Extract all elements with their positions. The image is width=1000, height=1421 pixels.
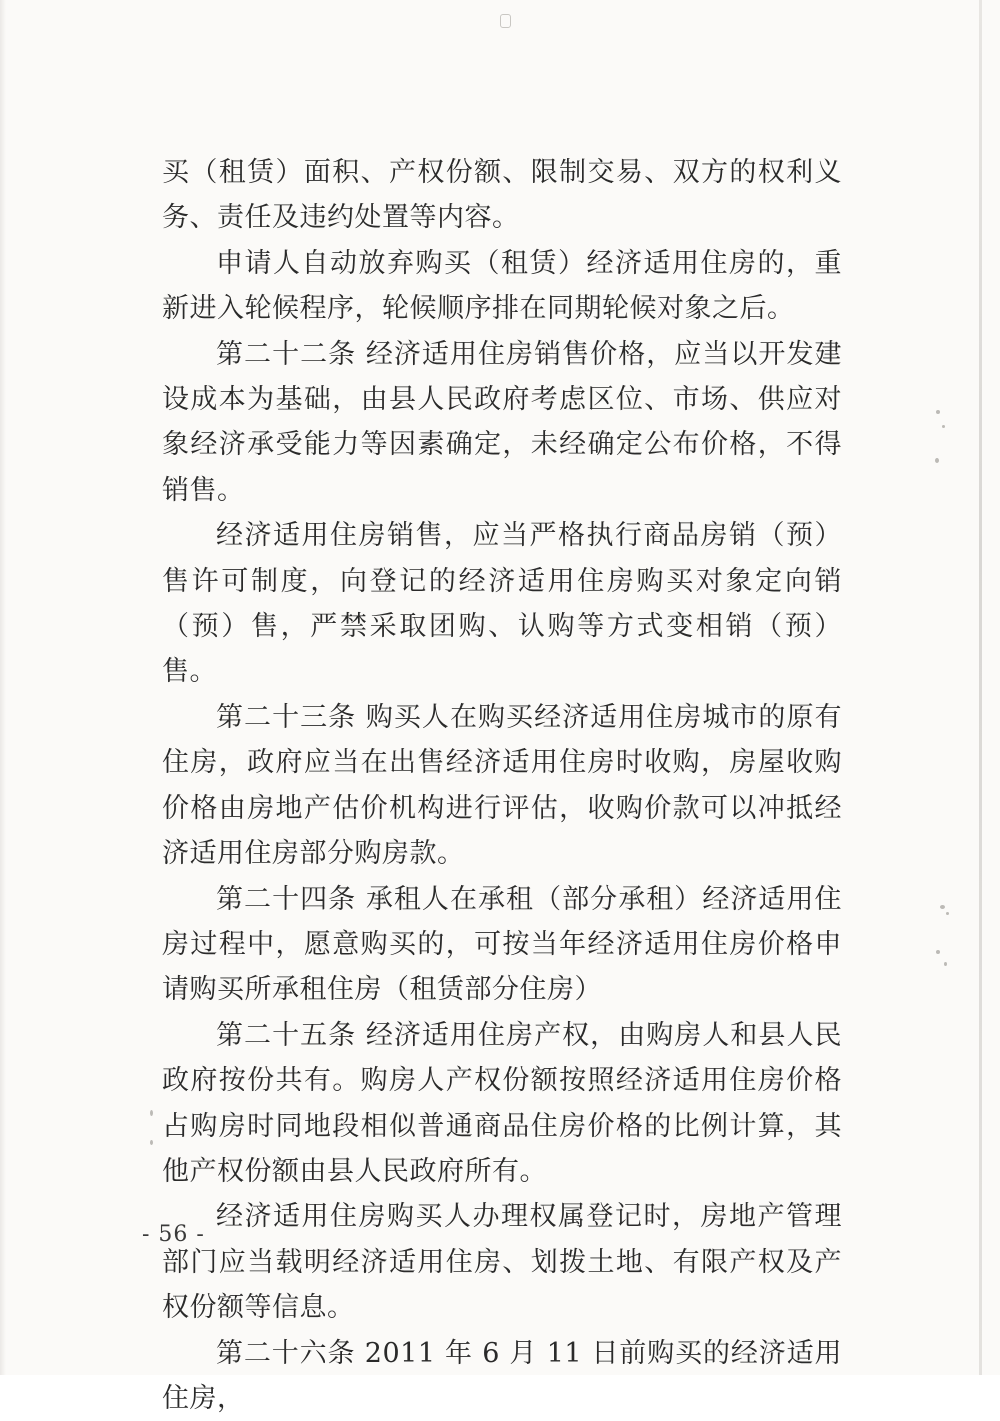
paragraph-2: 申请人自动放弃购买（租赁）经济适用住房的，重新进入轮候程序，轮候顺序排在同期轮候对象之后。	[162, 247, 842, 325]
scan-speck	[944, 962, 947, 966]
scan-speck	[935, 458, 939, 463]
document-body	[162, 150, 842, 1421]
scan-speck	[942, 425, 945, 428]
scan-right-edge	[979, 0, 982, 1375]
article-25: 第二十五条 经济适用住房产权，由购房人和县人民政府按份共有。购房人产权份额按照经济适用住房价格占购房时同地段相似普通商品住房价格的比例计算，其他产权份额由县人民政府所有。	[162, 1019, 842, 1187]
paragraph-1: 买（租赁）面积、产权份额、限制交易、双方的权利义务、责任及违约处置等内容。	[162, 157, 842, 234]
paragraph-4: 经济适用住房销售，应当严格执行商品房销（预）售许可制度，向登记的经济适用住房购买对象定向销（预）售，严禁采取团购、认购等方式变相销（预）售。	[162, 520, 842, 688]
page-number: - 56 -	[142, 1222, 205, 1247]
scan-speck	[936, 410, 940, 414]
article-22: 第二十二条 经济适用住房销售价格，应当以开发建设成本为基础，由县人民政府考虑区位、市场、供应对象经济承受能力等因素确定，未经确定公布价格，不得销售。	[162, 338, 842, 506]
scan-speck	[150, 1110, 153, 1116]
paragraph-8: 经济适用住房购买人办理权属登记时，房地产管理部门应当载明经济适用住房、划拨土地、有限产权及产权份额等信息。	[162, 1201, 842, 1324]
article-23: 第二十三条 购买人在购买经济适用住房城市的原有住房，政府应当在出售经济适用住房时收购，房屋收购价格由房地产估价机构进行评估，收购价款可以冲抵经济适用住房部分购房款。	[162, 701, 842, 870]
scan-speck	[940, 905, 945, 909]
article-26: 第二十六条 2011 年 6 月 11 日前购买的经济适用住房，	[162, 1337, 842, 1414]
scan-speck	[150, 1140, 153, 1145]
scan-speck	[936, 950, 940, 954]
article-24: 第二十四条 承租人在承租（部分承租）经济适用住房过程中，愿意购买的，可按当年经济适用住房价格申请购买所承租住房（租赁部分住房）	[162, 883, 842, 1006]
staple-mark	[500, 14, 511, 28]
scan-speck	[946, 912, 949, 915]
scan-left-edge	[0, 0, 6, 1375]
